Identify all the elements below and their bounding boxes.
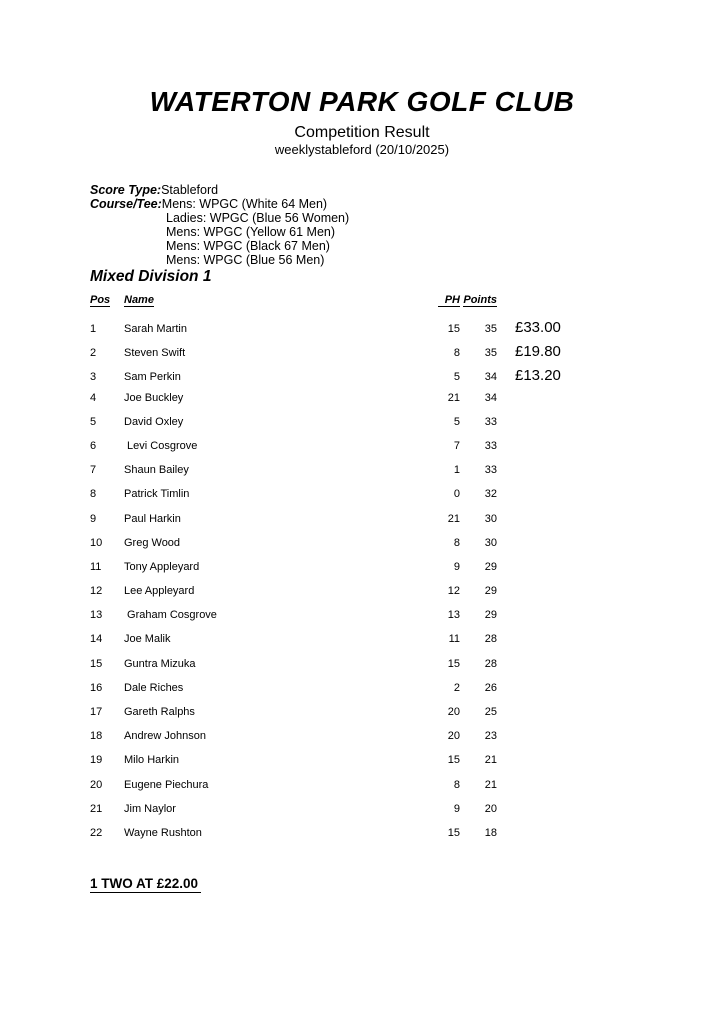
table-row: [90, 464, 650, 488]
row-position: 20: [90, 778, 103, 791]
score-type-line: [90, 183, 724, 197]
row-playing-handicap: 20: [447, 706, 460, 718]
row-points: 32: [484, 488, 497, 501]
row-position: 17: [90, 706, 103, 718]
row-position: 2: [90, 347, 97, 360]
row-points: 18: [484, 826, 497, 839]
course-tee-value: Mens: WPGC (White 64 Men): [161, 197, 328, 211]
table-row: [90, 367, 650, 391]
row-playing-handicap: 7: [453, 439, 460, 452]
course-tee-label: Course/Tee:: [90, 197, 162, 211]
row-position: 22: [90, 826, 103, 839]
row-player-name: Dale Riches: [124, 681, 184, 694]
row-player-name: Tony Appleyard: [124, 560, 200, 573]
row-points: 21: [484, 778, 497, 791]
table-row: [90, 561, 650, 585]
row-playing-handicap: 8: [453, 536, 460, 549]
table-row: [90, 682, 650, 706]
row-position: 19: [90, 754, 103, 767]
course-tee-line: Mens: WPGC (Black 67 Men): [166, 239, 330, 253]
row-position: 10: [90, 536, 103, 549]
row-points: 33: [484, 439, 497, 452]
table-row: [90, 827, 650, 851]
competition-name-date: weeklystableford (20/10/2025): [274, 142, 450, 157]
table-row: [90, 537, 650, 561]
table-row: [90, 706, 650, 730]
row-playing-handicap: 9: [453, 560, 460, 573]
row-points: 29: [484, 560, 497, 573]
row-playing-handicap: 9: [453, 802, 460, 815]
row-player-name: Sarah Martin: [124, 323, 187, 335]
row-playing-handicap: 11: [448, 633, 460, 646]
row-points: 23: [484, 730, 497, 743]
row-playing-handicap: 5: [453, 415, 460, 428]
table-row: [90, 416, 650, 440]
results-table: [90, 294, 650, 851]
report-subtitle: Competition Result: [294, 124, 430, 141]
table-row: [90, 633, 650, 657]
row-player-name: Eugene Piechura: [124, 778, 209, 791]
row-playing-handicap: 0: [453, 488, 460, 501]
row-prize: £13.20: [515, 367, 561, 385]
row-points: 34: [484, 371, 497, 384]
row-playing-handicap: 15: [447, 323, 460, 335]
row-prize: £33.00: [515, 319, 561, 336]
row-position: 4: [90, 391, 97, 404]
table-row: [90, 658, 650, 682]
course-tee-line: [90, 197, 724, 211]
row-position: 14: [90, 633, 103, 646]
table-row: [90, 440, 650, 464]
row-player-name: Guntra Mizuka: [124, 657, 196, 670]
row-position: 7: [90, 464, 97, 477]
row-prize: £19.80: [515, 343, 561, 361]
row-position: 21: [90, 802, 103, 815]
row-position: 15: [90, 657, 103, 670]
row-playing-handicap: 8: [453, 347, 460, 360]
course-tee-line: Mens: WPGC (Yellow 61 Men): [166, 225, 336, 239]
row-player-name: Paul Harkin: [124, 512, 181, 525]
competition-meta: [90, 183, 724, 267]
row-player-name: Graham Cosgrove: [124, 609, 217, 622]
row-playing-handicap: 15: [447, 826, 460, 839]
row-player-name: Gareth Ralphs: [124, 706, 195, 718]
row-position: 3: [90, 371, 97, 384]
col-header-ph: PH: [400, 294, 460, 307]
row-player-name: Jim Naylor: [124, 802, 176, 815]
row-points: 20: [484, 802, 497, 815]
col-header-points: Points: [463, 294, 497, 306]
row-playing-handicap: 15: [447, 754, 460, 767]
col-header-pos: Pos: [90, 294, 111, 306]
row-playing-handicap: 2: [453, 681, 460, 694]
row-playing-handicap: 21: [447, 512, 460, 525]
row-points: 33: [484, 464, 497, 477]
row-position: 9: [90, 512, 97, 525]
document-header: [0, 0, 724, 157]
row-player-name: Wayne Rushton: [124, 826, 202, 839]
score-type-label: Score Type:: [90, 183, 162, 197]
row-playing-handicap: 8: [453, 778, 460, 791]
row-player-name: Andrew Johnson: [124, 730, 206, 743]
row-position: 11: [90, 560, 102, 573]
row-playing-handicap: 20: [447, 730, 460, 743]
row-player-name: Lee Appleyard: [124, 585, 195, 598]
row-player-name: Patrick Timlin: [124, 488, 190, 501]
row-points: 21: [484, 754, 497, 767]
row-points: 35: [484, 347, 497, 360]
table-row: [90, 803, 650, 827]
row-player-name: Steven Swift: [124, 347, 186, 360]
row-playing-handicap: 12: [447, 585, 460, 598]
row-player-name: Levi Cosgrove: [124, 439, 198, 452]
row-playing-handicap: 15: [447, 657, 460, 670]
row-player-name: Sam Perkin: [124, 371, 181, 384]
row-position: 5: [90, 415, 97, 428]
row-playing-handicap: 13: [447, 609, 460, 622]
table-row: [90, 319, 650, 343]
score-type-value: Stableford: [161, 183, 219, 197]
table-row: [90, 343, 650, 367]
row-points: 30: [484, 536, 497, 549]
row-position: 13: [90, 609, 103, 622]
row-playing-handicap: 21: [447, 391, 460, 404]
row-position: 12: [90, 585, 103, 598]
col-header-name: Name: [124, 294, 154, 306]
row-points: 25: [484, 706, 497, 718]
row-points: 29: [484, 585, 497, 598]
row-player-name: David Oxley: [124, 415, 184, 428]
row-playing-handicap: 1: [453, 464, 460, 477]
row-player-name: Joe Malik: [124, 633, 171, 646]
row-points: 28: [484, 657, 497, 670]
row-player-name: Shaun Bailey: [124, 464, 189, 477]
twos-summary: [90, 876, 724, 893]
results-table-body: [90, 319, 650, 851]
course-tee-line: Ladies: WPGC (Blue 56 Women): [166, 211, 350, 225]
results-header-row: [90, 294, 650, 308]
row-points: 35: [484, 323, 497, 335]
row-position: 6: [90, 439, 97, 452]
table-row: [90, 513, 650, 537]
row-position: 16: [90, 681, 103, 694]
row-position: 18: [90, 730, 103, 743]
table-row: [90, 392, 650, 416]
row-player-name: Milo Harkin: [124, 754, 180, 767]
row-points: 26: [484, 681, 497, 694]
table-row: [90, 779, 650, 803]
row-playing-handicap: 5: [453, 371, 460, 384]
table-row: [90, 585, 650, 609]
table-row: [90, 488, 650, 512]
row-points: 30: [484, 512, 497, 525]
row-player-name: Greg Wood: [124, 536, 181, 549]
row-position: 8: [90, 488, 97, 501]
division-title: Mixed Division 1: [90, 268, 212, 285]
club-title: WATERTON PARK GOLF CLUB: [149, 86, 575, 117]
twos-summary-text: 1 TWO AT £22.00: [90, 876, 201, 893]
table-row: [90, 754, 650, 778]
table-row: [90, 609, 650, 633]
row-points: 29: [484, 609, 497, 622]
row-points: 34: [484, 391, 497, 404]
row-player-name: Joe Buckley: [124, 391, 184, 404]
row-position: 1: [90, 323, 97, 335]
table-row: [90, 730, 650, 754]
row-points: 28: [484, 633, 497, 646]
row-points: 33: [484, 415, 497, 428]
course-tee-line: Mens: WPGC (Blue 56 Men): [166, 253, 325, 267]
